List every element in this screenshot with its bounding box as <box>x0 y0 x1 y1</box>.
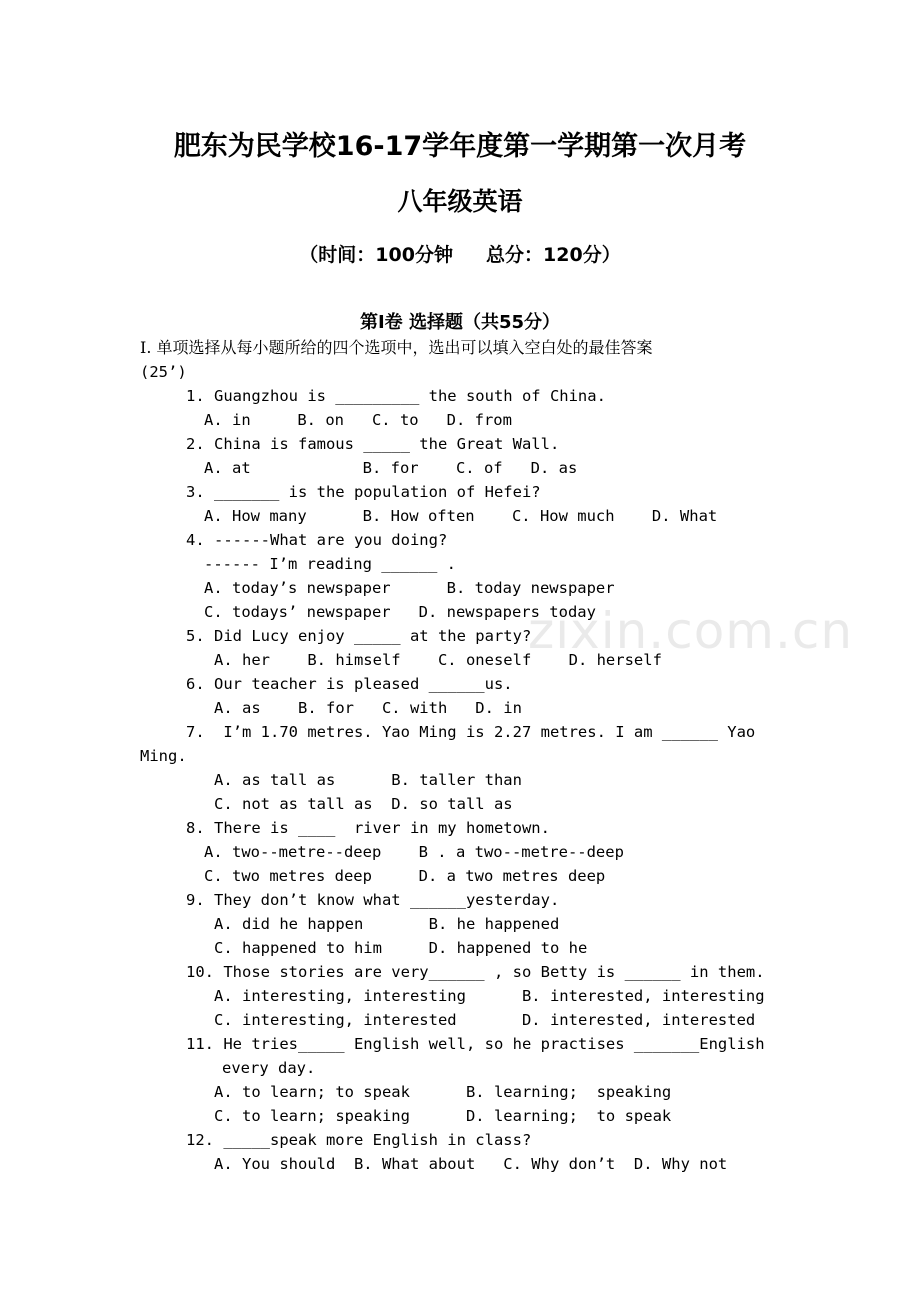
question-2-options: A. at B. for C. of D. as <box>204 459 578 477</box>
question-6: 6. Our teacher is pleased ______us. <box>186 675 513 693</box>
question-9: 9. They don’t know what ______yesterday. <box>186 891 560 909</box>
question-3: 3. _______ is the population of Hefei? <box>186 483 541 501</box>
section-title: 第Ⅰ卷 选择题（共55分） <box>359 312 560 333</box>
question-6-options: A. as B. for C. with D. in <box>214 699 522 717</box>
question-8-options-cd: C. two metres deep D. a two metres deep <box>204 867 606 885</box>
question-4-response: ------ I’m reading ______ . <box>204 555 456 573</box>
question-11: 11. He tries_____ English well, so he practises _______English <box>186 1035 765 1053</box>
question-4-options-ab: A. today’s newspaper B. today newspaper <box>204 579 615 597</box>
exam-title: 肥东为民学校16-17学年度第一学期第一次月考 <box>173 131 747 162</box>
question-12: 12. _____speak more English in class? <box>186 1131 532 1149</box>
question-7-options-cd: C. not as tall as D. so tall as <box>214 795 513 813</box>
question-10-options-cd: C. interesting, interested D. interested, interested <box>214 1011 756 1029</box>
question-7-continued: Ming. <box>140 747 187 765</box>
question-4-options-cd: C. todays’ newspaper D. newspapers today <box>204 603 596 621</box>
question-11-options-cd: C. to learn; speaking D. learning; to speak <box>214 1107 672 1125</box>
section-instruction: I. 单项选择从每小题所给的四个选项中，选出可以填入空白处的最佳答案 <box>140 338 653 357</box>
question-9-options-ab: A. did he happen B. he happened <box>214 915 560 933</box>
question-7-options-ab: A. as tall as B. taller than <box>214 771 522 789</box>
question-10: 10. Those stories are very______ , so Betty is ______ in them. <box>186 963 765 981</box>
question-1-options: A. in B. on C. to D. from <box>204 411 512 429</box>
watermark: zixin.com.cn <box>528 602 854 660</box>
question-8-options-ab: A. two--metre--deep B . a two--metre--deep <box>204 843 624 861</box>
question-5: 5. Did Lucy enjoy _____ at the party? <box>186 627 532 645</box>
exam-time-score: （时间：100分钟 总分：120分） <box>299 244 621 266</box>
question-1: 1. Guangzhou is _________ the south of China. <box>186 387 606 405</box>
question-12-options: A. You should B. What about C. Why don’t D. Why not <box>214 1155 728 1173</box>
question-11-continued: every day. <box>222 1059 316 1077</box>
question-3-options: A. How many B. How often C. How much D. What <box>204 507 718 525</box>
question-2: 2. China is famous _____ the Great Wall. <box>186 435 560 453</box>
question-9-options-cd: C. happened to him D. happened to he <box>214 939 588 957</box>
question-4: 4. ------What are you doing? <box>186 531 448 549</box>
section-instruction-score: (25’) <box>140 363 187 381</box>
exam-subject: 八年级英语 <box>397 187 523 216</box>
question-10-options-ab: A. interesting, interesting B. interested, interesting <box>214 987 765 1005</box>
question-7: 7. I’m 1.70 metres. Yao Ming is 2.27 metres. I am ______ Yao <box>186 723 756 741</box>
question-11-options-ab: A. to learn; to speak B. learning; speaking <box>214 1083 672 1101</box>
question-8: 8. There is ____ river in my hometown. <box>186 819 550 837</box>
question-5-options: A. her B. himself C. oneself D. herself <box>214 651 662 669</box>
